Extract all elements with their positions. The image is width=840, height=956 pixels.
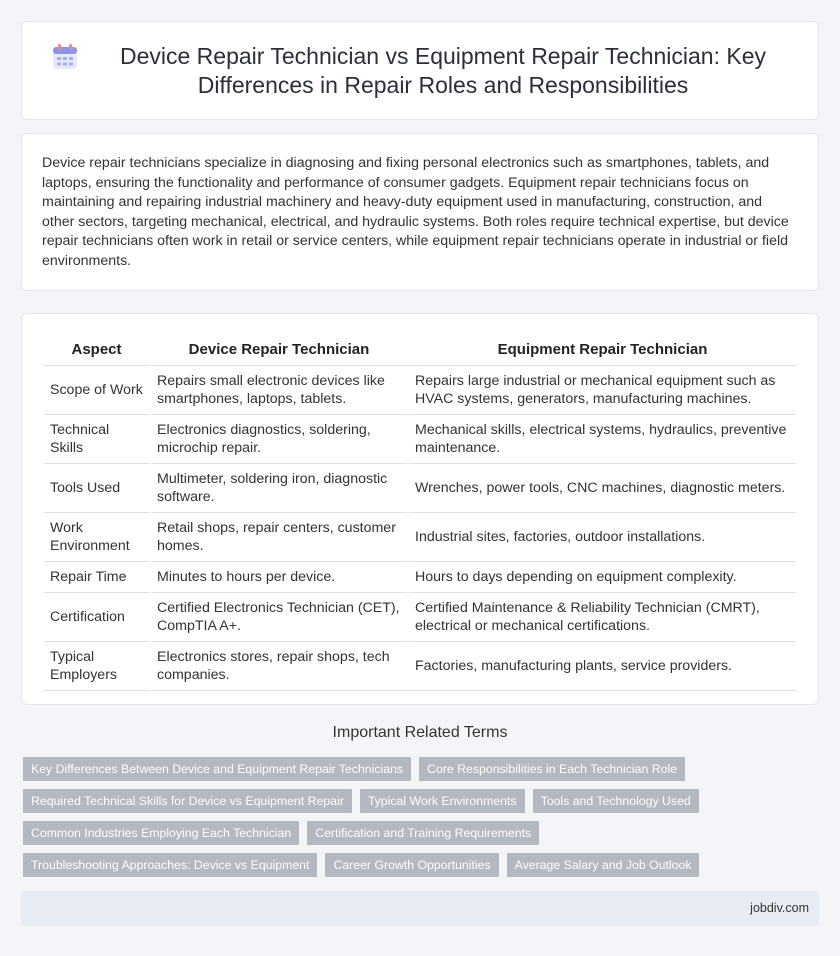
row-equipment: Hours to days depending on equipment complexity. bbox=[409, 562, 796, 593]
calendar-grid-icon bbox=[52, 44, 78, 70]
row-device: Certified Electronics Technician (CET), CompTIA A+. bbox=[151, 593, 407, 642]
row-aspect: Repair Time bbox=[44, 562, 149, 593]
row-equipment: Certified Maintenance & Reliability Technician (CMRT), electrical or mechanical certifications. bbox=[409, 593, 796, 642]
related-term-tag[interactable]: Career Growth Opportunities bbox=[325, 853, 498, 877]
related-term-tag[interactable]: Certification and Training Requirements bbox=[307, 821, 539, 845]
footer-site-link[interactable]: jobdiv.com bbox=[750, 901, 809, 915]
table-header-row bbox=[44, 334, 796, 366]
row-equipment: Wrenches, power tools, CNC machines, diagnostic meters. bbox=[409, 464, 796, 513]
related-term-tag[interactable]: Core Responsibilities in Each Technician Role bbox=[419, 757, 685, 781]
related-term-tag[interactable]: Required Technical Skills for Device vs Equipment Repair bbox=[23, 789, 352, 813]
row-aspect: Tools Used bbox=[44, 464, 149, 513]
intro-card bbox=[21, 133, 819, 291]
row-device: Repairs small electronic devices like smartphones, laptops, tablets. bbox=[151, 366, 407, 415]
related-term-tag[interactable]: Average Salary and Job Outlook bbox=[507, 853, 700, 877]
row-aspect: Scope of Work bbox=[44, 366, 149, 415]
row-equipment: Mechanical skills, electrical systems, hydraulics, preventive maintenance. bbox=[409, 415, 796, 464]
table-row bbox=[44, 415, 796, 464]
column-header-aspect: Aspect bbox=[44, 334, 149, 366]
table-row bbox=[44, 464, 796, 513]
row-aspect: Certification bbox=[44, 593, 149, 642]
row-device: Minutes to hours per device. bbox=[151, 562, 407, 593]
intro-paragraph: Device repair technicians specialize in diagnosing and fixing personal electronics such as smartphones, tablets, and laptops, ensuring the functionality and performance of consumer gadgets. Equipment repair technicians focus on maintaining and repairing industrial machinery and heavy-duty equipment used in manufacturing, construction, and other sectors, targeting mechanical, electrical, and hydraulic systems. Both roles require technical expertise, but device repair technicians often work in retail or service centers, while equipment repair technicians operate in industrial or field environments. bbox=[42, 155, 789, 269]
row-device: Retail shops, repair centers, customer homes. bbox=[151, 513, 407, 562]
table-row bbox=[44, 513, 796, 562]
related-terms-heading: Important Related Terms bbox=[332, 724, 508, 741]
related-terms-tags bbox=[23, 757, 823, 885]
column-header-equipment: Equipment Repair Technician bbox=[409, 334, 796, 366]
row-equipment: Industrial sites, factories, outdoor installations. bbox=[409, 513, 796, 562]
row-aspect: Typical Employers bbox=[44, 642, 149, 691]
column-header-device: Device Repair Technician bbox=[151, 334, 407, 366]
related-term-tag[interactable]: Typical Work Environments bbox=[360, 789, 525, 813]
table-row bbox=[44, 366, 796, 415]
row-equipment: Factories, manufacturing plants, service providers. bbox=[409, 642, 796, 691]
comparison-table bbox=[42, 334, 798, 691]
footer bbox=[21, 891, 819, 926]
row-device: Electronics diagnostics, soldering, microchip repair. bbox=[151, 415, 407, 464]
comparison-table-card bbox=[21, 313, 819, 705]
table-row bbox=[44, 593, 796, 642]
related-term-tag[interactable]: Tools and Technology Used bbox=[533, 789, 699, 813]
related-term-tag[interactable]: Troubleshooting Approaches: Device vs Equipment bbox=[23, 853, 317, 877]
row-device: Multimeter, soldering iron, diagnostic software. bbox=[151, 464, 407, 513]
table-row bbox=[44, 642, 796, 691]
row-device: Electronics stores, repair shops, tech companies. bbox=[151, 642, 407, 691]
row-aspect: Technical Skills bbox=[44, 415, 149, 464]
table-row bbox=[44, 562, 796, 593]
row-aspect: Work Environment bbox=[44, 513, 149, 562]
related-term-tag[interactable]: Key Differences Between Device and Equipment Repair Technicians bbox=[23, 757, 411, 781]
page-title: Device Repair Technician vs Equipment Repair Technician: Key Differences in Repair Roles and Responsibilities bbox=[119, 42, 767, 98]
row-equipment: Repairs large industrial or mechanical equipment such as HVAC systems, generators, manufacturing machines. bbox=[409, 366, 796, 415]
title-card bbox=[21, 21, 819, 120]
related-term-tag[interactable]: Common Industries Employing Each Technician bbox=[23, 821, 299, 845]
